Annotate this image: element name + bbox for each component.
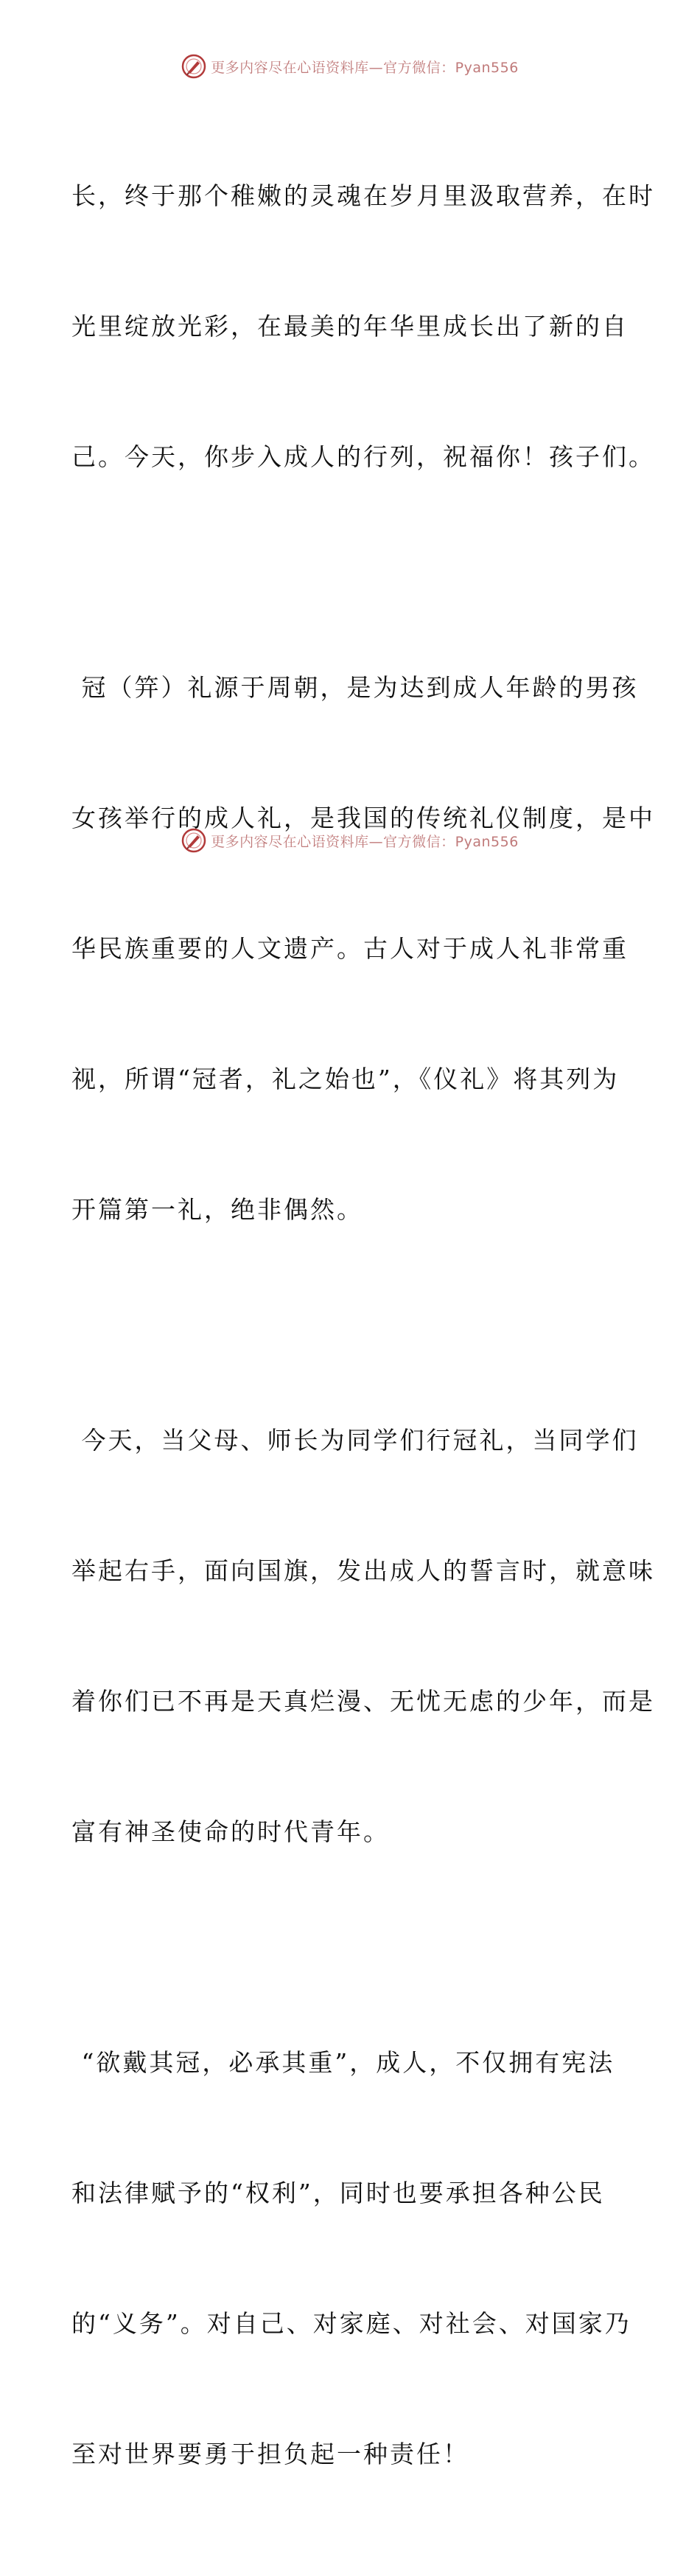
paragraph-4 [71,1954,631,2563]
text-line: 冠（笄）礼源于周朝，是为达到成人年龄的男孩 [71,673,639,702]
text-line: 举起右手，面向国旗，发出成人的誓言时，就意味 [71,1556,655,1585]
text-line: 着你们已不再是天真烂漫、无忧无虑的少年，而是 [71,1687,655,1716]
text-line: 己。今天，你步入成人的行列，祝福你！孩子们。 [71,442,655,471]
text-line: 长，终于那个稚嫩的灵魂在岁月里汲取营养，在时 [71,181,655,210]
header-banner [0,50,700,83]
paragraph-3 [71,1331,655,1940]
footer-banner [0,824,700,857]
text-line: 开篇第一礼，绝非偶然。 [71,1195,363,1224]
text-line: 至对世界要勇于担负起一种责任！ [71,2440,469,2468]
paragraph-1 [71,87,655,565]
text-line: 和法律赋予的“权利”，同时也要承担各种公民 [71,2179,605,2207]
text-line: 的“义务”。对自己、对家庭、对社会、对国家乃 [71,2309,631,2338]
pen-logo-icon [181,828,206,853]
text-line: 富有神圣使命的时代青年。 [71,1817,390,1846]
footer-banner-text: 更多内容尽在心语资料库—官方微信：Pyan556 [211,833,519,850]
text-line: “欲戴其冠，必承其重”，成人，不仅拥有宪法 [71,2048,615,2077]
text-line: 光里绽放光彩，在最美的年华里成长出了新的自 [71,312,629,341]
text-line: 今天，当父母、师长为同学们行冠礼，当同学们 [71,1426,639,1455]
text-line: 视，所谓“冠者，礼之始也”，《仪礼》将其列为 [71,1065,620,1093]
pen-logo-icon [181,54,206,79]
paragraph-2 [71,579,655,1318]
text-line: 华民族重要的人文遗产。古人对于成人礼非常重 [71,934,629,963]
text-line: 女孩举行的成人礼，是我国的传统礼仪制度，是中 [71,804,655,832]
document-body [71,87,655,2576]
header-banner-text: 更多内容尽在心语资料库—官方微信：Pyan556 [211,59,519,76]
